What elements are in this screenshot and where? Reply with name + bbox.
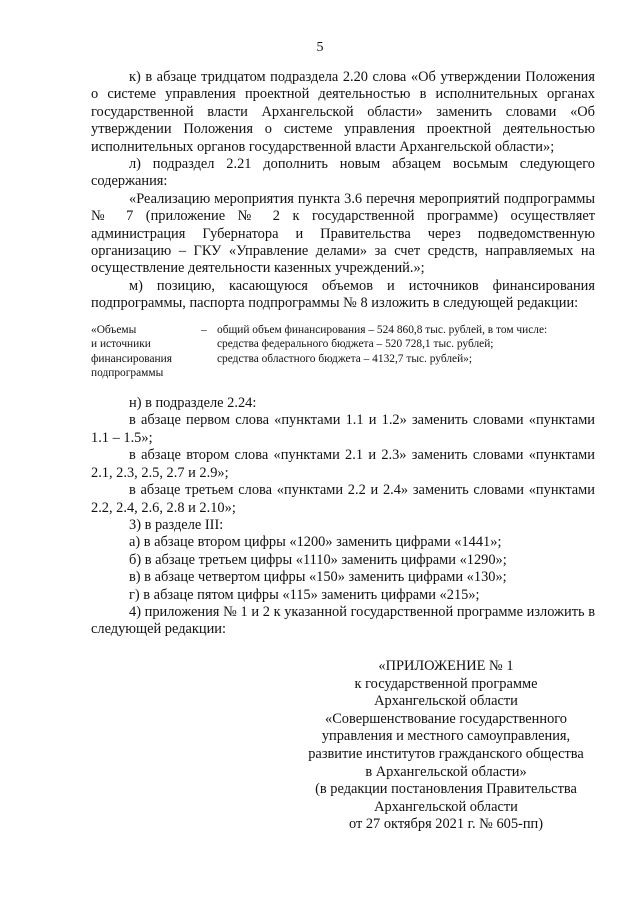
- list-item: в абзаце первом слова «пунктами 1.1 и 1.2» заменить словами «пунктами 1.1 – 1.5»;: [91, 412, 595, 446]
- passport-label: [91, 323, 201, 381]
- passport-position-table: [91, 323, 595, 381]
- passport-value-line: средства федерального бюджета – 520 728,1 тыс. рублей;: [217, 338, 494, 351]
- paragraph-m: м) позицию, касающуюся объемов и источников финансирования подпрограммы, паспорта подпрограммы № 8 изложить в следующей редакции:: [91, 277, 595, 312]
- list-item: 4) приложения № 1 и 2 к указанной государственной программе изложить в следующей редакции:: [91, 603, 595, 638]
- appendix-line: (в редакции постановления Правительства: [315, 781, 577, 798]
- appendix-line: «Совершенствование государственного: [325, 710, 567, 727]
- appendix-line: управления и местного самоуправления,: [321, 728, 571, 745]
- appendix-line: от 27 октября 2021 г. № 605-пп): [348, 816, 544, 833]
- appendix-line: в Архангельской области»: [365, 763, 527, 780]
- list-item: в абзаце третьем слова «пунктами 2.2 и 2.4» заменить словами «пунктами 2.2, 2.4, 2.6, 2.8 и 2.10»;: [91, 482, 595, 516]
- amendment-items: [91, 395, 595, 639]
- paragraph-l: л) подраздел 2.21 дополнить новым абзацем восьмым следующего содержания:: [91, 156, 595, 190]
- appendix-line: Архангельской области: [374, 798, 518, 815]
- passport-value: [217, 323, 595, 381]
- appendix-header: [297, 658, 595, 834]
- passport-label-line: подпрограммы: [91, 367, 164, 380]
- appendix-line: Архангельской области: [374, 693, 518, 710]
- page-number: 5: [316, 40, 324, 55]
- list-item: 3) в разделе III:: [129, 516, 224, 533]
- list-item: в) в абзаце четвертом цифры «150» заменить цифрами «130»;: [129, 569, 507, 586]
- paragraph-k: к) в абзаце тридцатом подраздела 2.20 слова «Об утверждении Положения о системе управления проектной деятельностью в исполнительных органах государственной власти Архангельской области» заменить словами «Об утверждении Положения о системе управления проектной деятельностью исполнительных органов государственной власти Архангельской области»;: [91, 69, 595, 155]
- passport-dash: –: [201, 323, 207, 336]
- appendix-line: к государственной программе: [354, 675, 538, 692]
- list-item: б) в абзаце третьем цифры «1110» заменить цифрами «1290»;: [129, 551, 507, 568]
- list-item: г) в абзаце пятом цифры «115» заменить цифрами «215»;: [129, 586, 480, 603]
- document-body: [91, 69, 595, 639]
- appendix-line: развитие институтов гражданского общества: [308, 745, 584, 762]
- passport-label-line: финансирования: [91, 352, 172, 365]
- list-item: а) в абзаце втором цифры «1200» заменить цифрами «1441»;: [129, 534, 502, 551]
- list-item: в абзаце втором слова «пунктами 2.1 и 2.3» заменить словами «пунктами 2.1, 2.3, 2.5, 2.7 и 2.9»;: [91, 447, 595, 481]
- passport-label-line: «Объемы: [91, 323, 137, 336]
- list-item: н) в подразделе 2.24:: [129, 395, 257, 412]
- passport-value-line: общий объем финансирования – 524 860,8 тыс. рублей, в том числе:: [217, 323, 548, 336]
- passport-label-line: и источники: [91, 338, 151, 351]
- paragraph-l-quote: «Реализацию мероприятия пункта 3.6 перечня мероприятий подпрограммы № 7 (приложение № 2 к государственной программе) осуществляет администрация Губернатора и Правительства через подведомственную организацию – ГКУ «Управление делами» за счет средств, направляемых на осуществление деятельности казенных учреждений.»;: [91, 190, 595, 277]
- passport-value-line: средства областного бюджета – 4132,7 тыс. рублей»;: [217, 352, 473, 365]
- appendix-line: «ПРИЛОЖЕНИЕ № 1: [378, 658, 514, 674]
